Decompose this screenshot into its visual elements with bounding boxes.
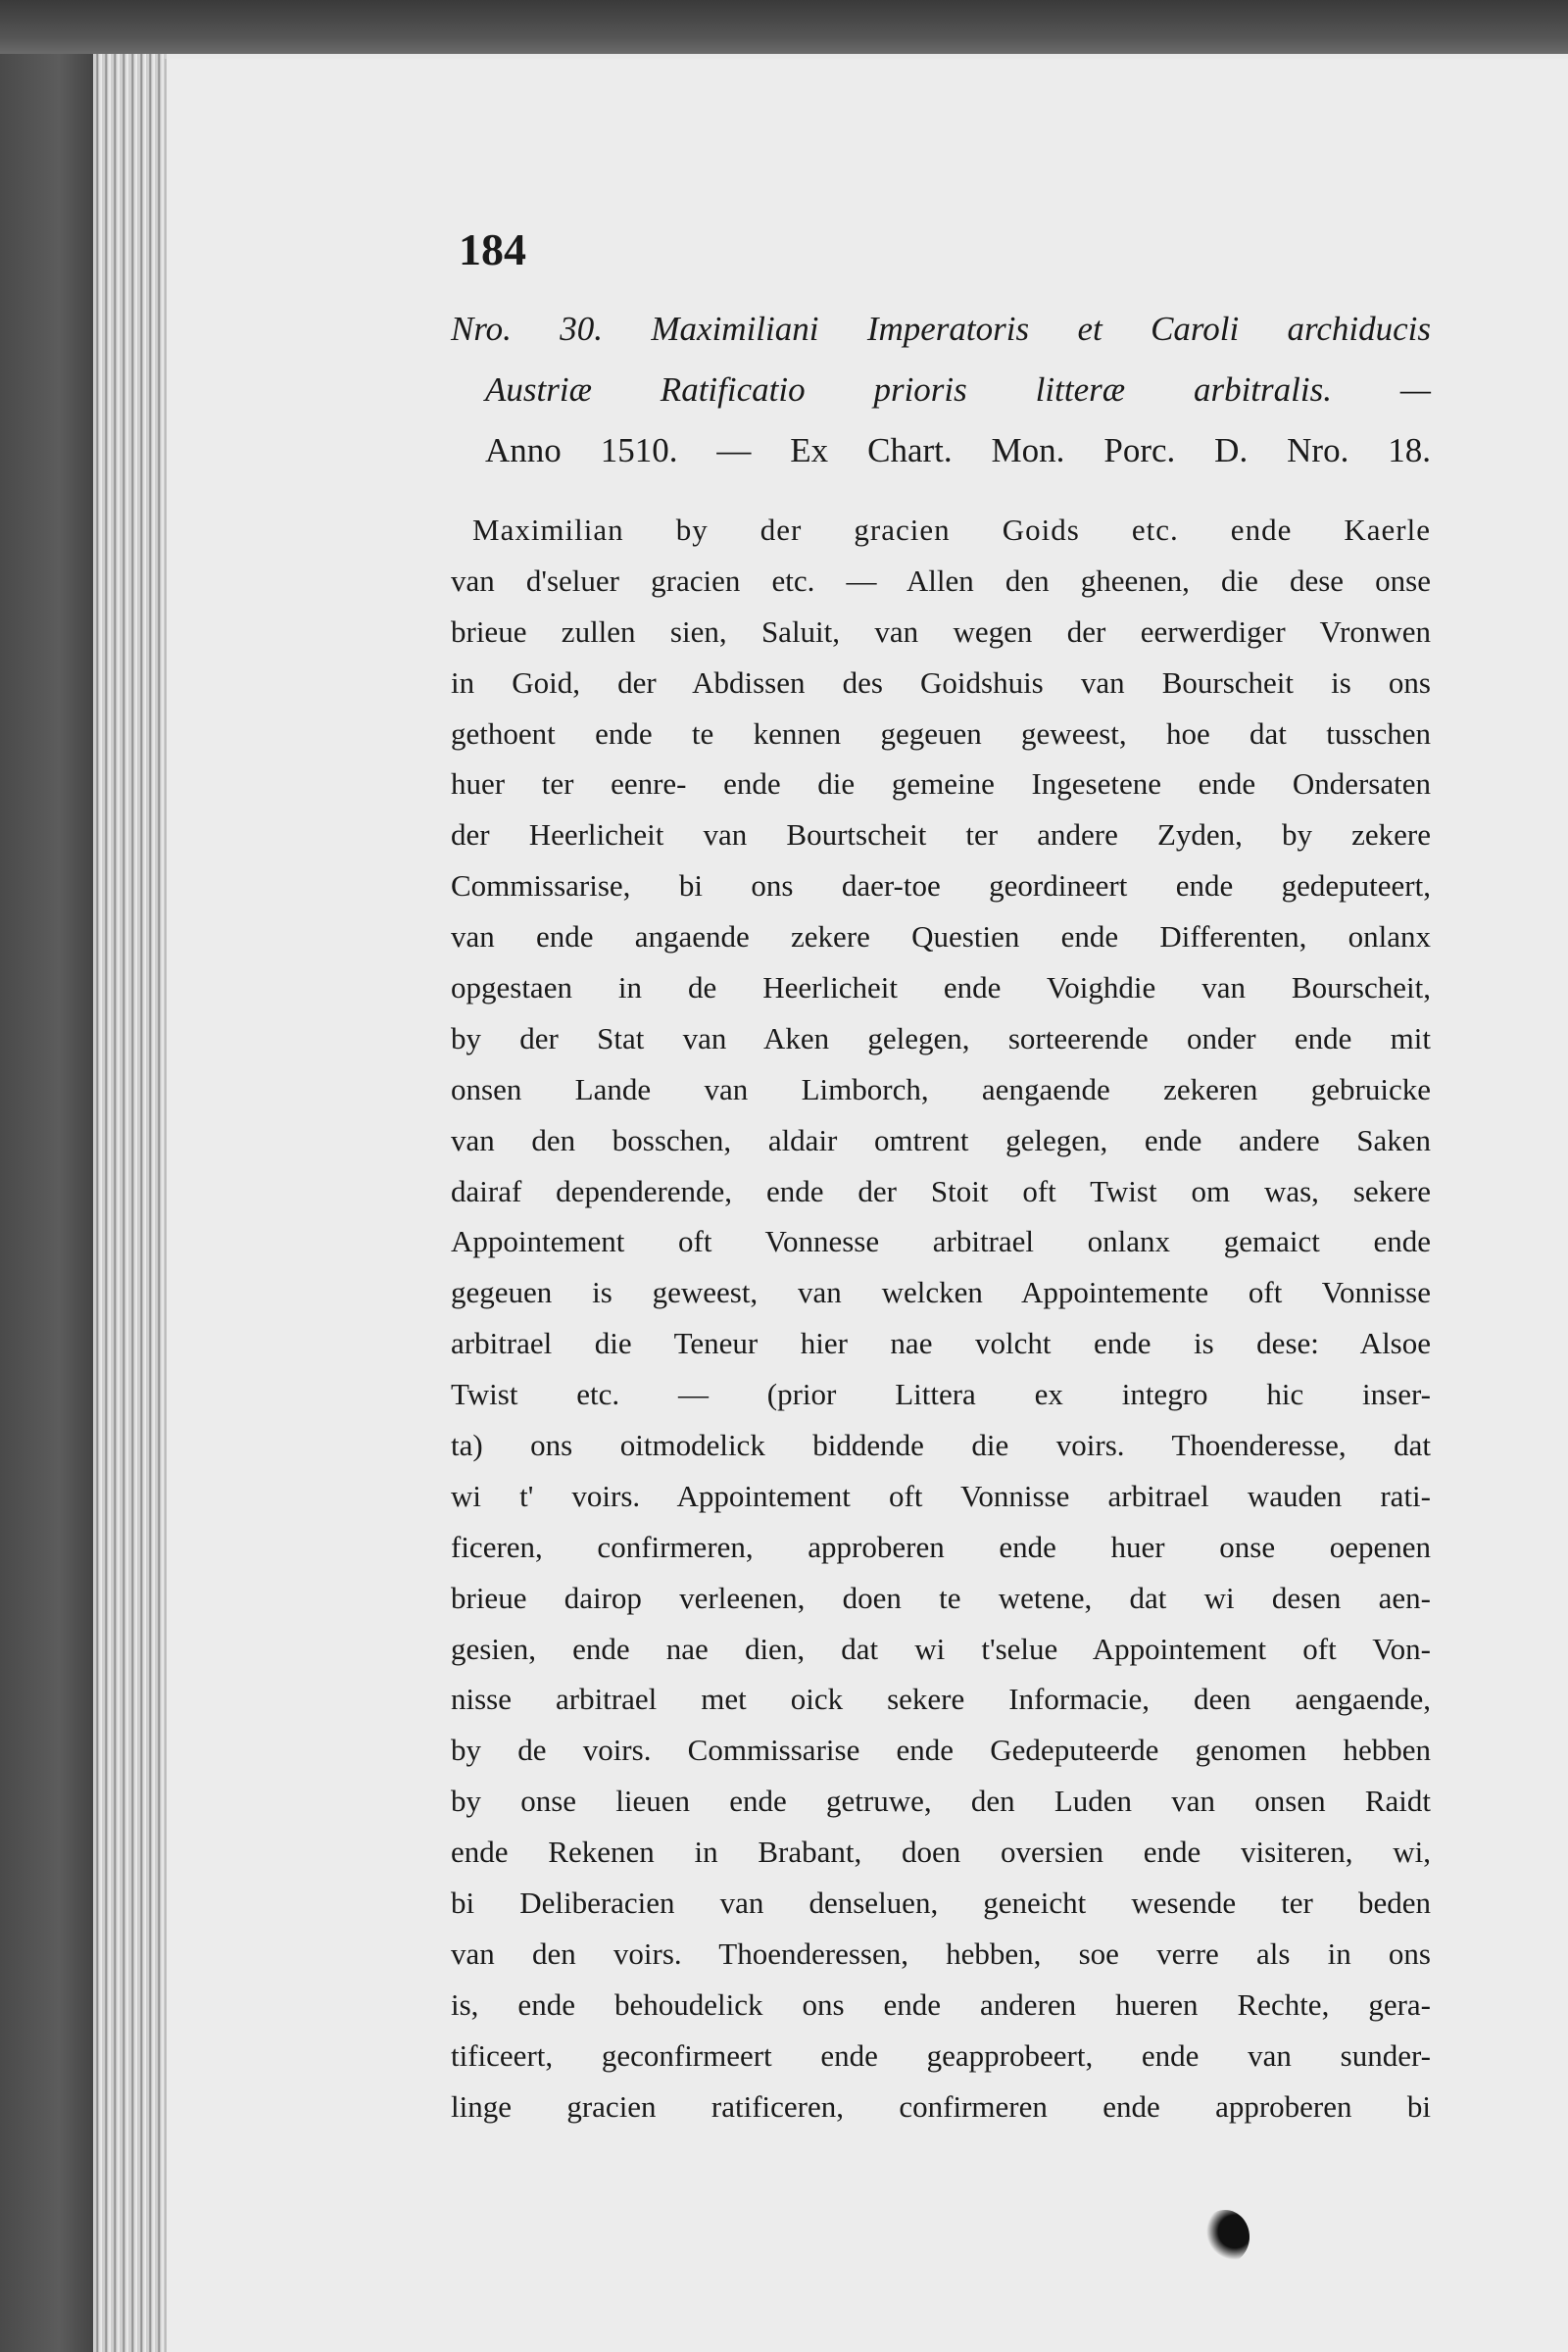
text-line: van d'seluer gracien etc. — Allen den gheenen, die dese onse xyxy=(451,563,1431,598)
text-line: wi t' voirs. Appointement oft Vonnisse arbitrael wauden rati- xyxy=(451,1478,1431,1513)
document-body xyxy=(451,505,1431,2132)
text-line: ta) ons oitmodelick biddende die voirs. Thoenderesse, dat xyxy=(451,1428,1431,1463)
scan-top-shadow xyxy=(0,0,1568,54)
text-line: ende Rekenen in Brabant, doen oversien ende visiteren, wi, xyxy=(451,1835,1431,1870)
text-line: gegeuen is geweest, van welcken Appointemente oft Vonnisse xyxy=(451,1275,1431,1310)
heading-title: Maximiliani Imperatoris et Caroli archiducis xyxy=(651,310,1432,348)
book-page-edges xyxy=(93,54,167,2352)
text-line: gethoent ende te kennen gegeuen geweest, hoe dat tusschen xyxy=(451,715,1431,751)
text-line: by der Stat van Aken gelegen, sorteerende onder ende mit xyxy=(451,1020,1431,1055)
text-line: by onse lieuen ende getruwe, den Luden van onsen Raidt xyxy=(451,1784,1431,1819)
text-line: van ende angaende zekere Questien ende Differenten, onlanx xyxy=(451,919,1431,955)
text-line: arbitrael die Teneur hier nae volcht ende is dese: Alsoe xyxy=(451,1326,1431,1361)
text-line: van den voirs. Thoenderessen, hebben, soe verre als in ons xyxy=(451,1936,1431,1971)
text-line: tificeert, geconfirmeert ende geapprobeert, ende van sunder- xyxy=(451,2037,1431,2073)
heading-line-1 xyxy=(451,299,1431,360)
text-line: dairaf dependerende, ende der Stoit oft Twist om was, sekere xyxy=(451,1173,1431,1208)
heading-number: Nro. 30. xyxy=(451,310,604,348)
text-line: huer ter eenre- ende die gemeine Ingesetene ende Ondersaten xyxy=(451,766,1431,802)
text-line: Appointement oft Vonnesse arbitrael onlanx gemaict ende xyxy=(451,1224,1431,1259)
text-line: nisse arbitrael met oick sekere Informacie, deen aengaende, xyxy=(451,1682,1431,1717)
text-line: van den bosschen, aldair omtrent gelegen, ende andere Saken xyxy=(451,1122,1431,1157)
text-line: der Heerlicheit van Bourtscheit ter andere Zyden, by zekere xyxy=(451,817,1431,853)
text-line: by de voirs. Commissarise ende Gedeputeerde genomen hebben xyxy=(451,1733,1431,1768)
heading-source-line: Anno 1510. — Ex Chart. Mon. Porc. D. Nro. 18. xyxy=(485,431,1431,469)
text-line: is, ende behoudelick ons ende anderen hueren Rechte, gera- xyxy=(451,1986,1431,2022)
text-line: linge gracien ratificeren, confirmeren ende approberen bi xyxy=(451,2088,1431,2124)
document-heading xyxy=(451,299,1431,481)
text-line: Twist etc. — (prior Littera ex integro hic inser- xyxy=(451,1377,1431,1412)
text-line: Maximilian by der gracien Goids etc. ende Kaerle xyxy=(472,513,1431,547)
text-line: bi Deliberacien van denseluen, geneicht wesende ter beden xyxy=(451,1886,1431,1921)
text-line: onsen Lande van Limborch, aengaende zekeren gebruicke xyxy=(451,1071,1431,1106)
text-line: brieue dairop verleenen, doen te wetene, dat wi desen aen- xyxy=(451,1580,1431,1615)
page-number: 184 xyxy=(459,224,526,274)
thumb-smudge xyxy=(1200,2210,1250,2264)
text-line: gesien, ende nae dien, dat wi t'selue Appointement oft Von- xyxy=(451,1631,1431,1666)
text-line: in Goid, der Abdissen des Goidshuis van Bourscheit is ons xyxy=(451,664,1431,700)
text-line: Commissarise, bi ons daer-toe geordineert ende gedeputeert, xyxy=(451,868,1431,904)
text-line: ficeren, confirmeren, approberen ende huer onse oepenen xyxy=(451,1529,1431,1564)
heading-line-2: Austriæ Ratificatio prioris litteræ arbitralis. — xyxy=(485,370,1431,409)
text-line: brieue zullen sien, Saluit, van wegen der eerwerdiger Vronwen xyxy=(451,613,1431,649)
text-line: opgestaen in de Heerlicheit ende Voighdie van Bourscheit, xyxy=(451,970,1431,1005)
